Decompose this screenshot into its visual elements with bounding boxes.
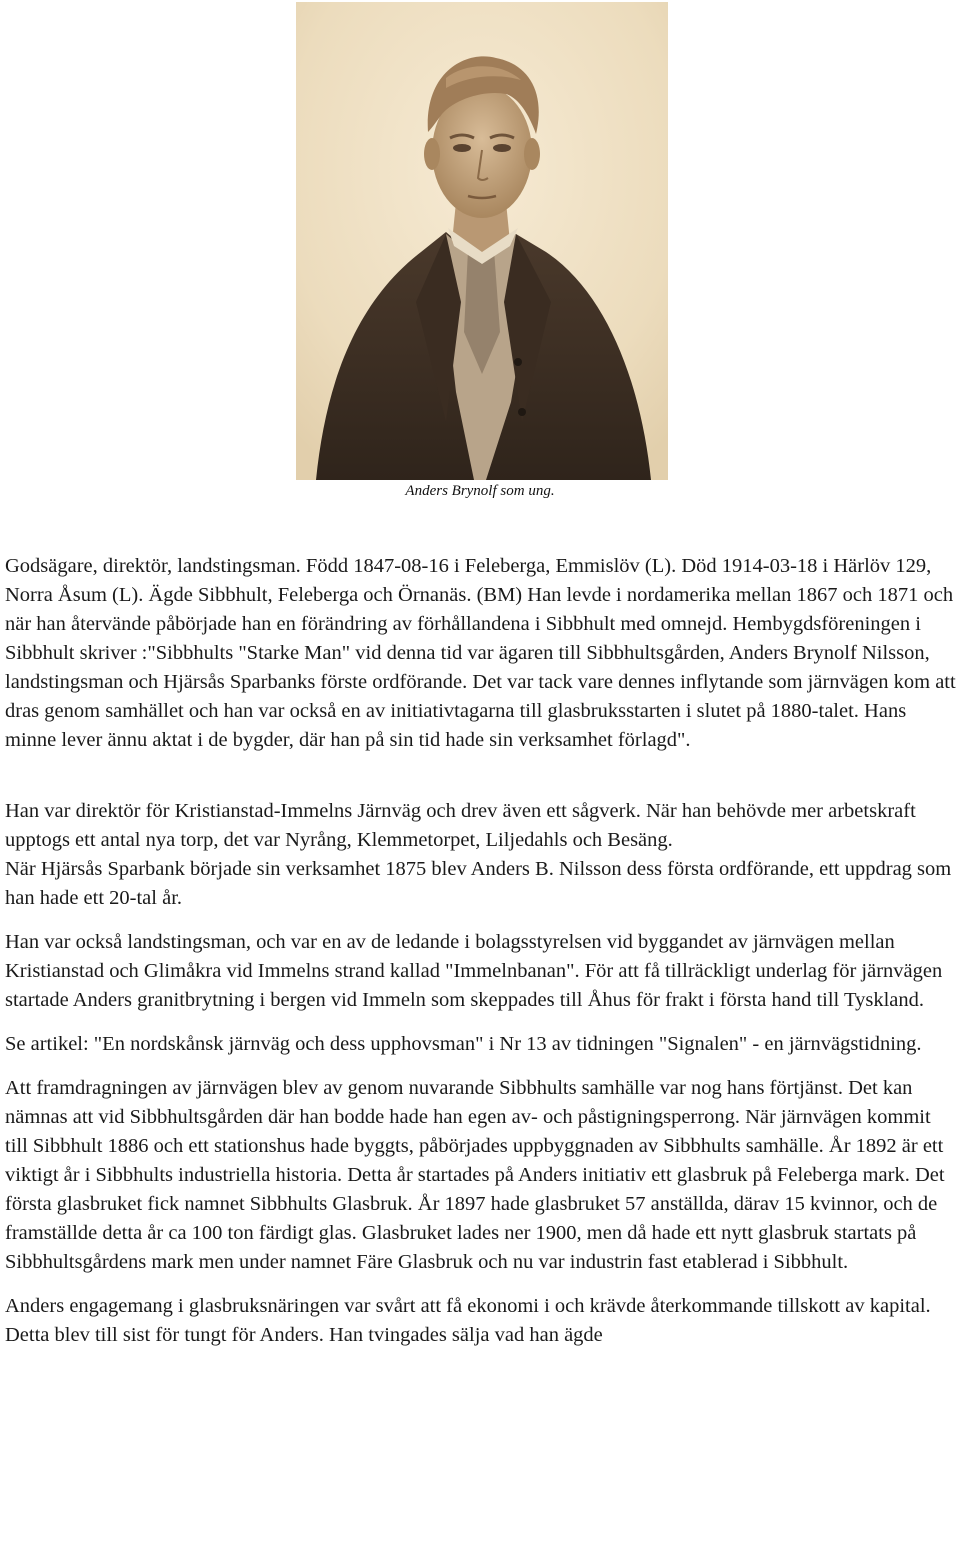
portrait-photo (296, 2, 668, 480)
paragraph-county-council: Han var också landstingsman, och var en av de ledande i bolagsstyrelsen vid byggandet av järnvägen mellan Kristianstad och Glimåkra vid Immelns strand kallad "Immelnbanan". För att få tillräckligt underlag för järnvägen startade Anders granitbrytning i bergen vid Immeln som skeppades till Åhus för frakt i första hand till Tyskland. (5, 931, 943, 1011)
paragraph-railway-director: Han var direktör för Kristianstad-Immelns Järnväg och drev även ett sågverk. När han behövde mer arbetskraft upptogs ett antal nya torp, det var Nyrång, Klemmetorpet, Liljedahls och Besäng. (5, 800, 916, 851)
paragraph-article-reference: Se artikel: "En nordskånsk järnväg och dess upphovsman" i Nr 13 av tidningen "Signalen" - en järnvägstidning. (5, 1033, 922, 1055)
paragraph-engagement: Anders engagemang i glasbruksnäringen var svårt att få ekonomi i och krävde återkommande tillskott av kapital. Detta blev till sist för tungt för Anders. Han tvingades sälja vad han ägde (5, 1295, 931, 1346)
portrait-icon (296, 2, 668, 480)
paragraph-glassworks: Att framdragningen av järnvägen blev av genom nuvarande Sibbhults samhälle var nog hans förtjänst. Det kan nämnas att vid Sibbhultsgården där han bodde hade han egen av- och påstigningsperrong. När järnvägen kommit till Sibbhult 1886 och ett stationshus hade byggts, påbörjades uppbyggnaden av Sibbhults samhälle. År 1892 är ett viktigt år i Sibbhults industriella historia. Detta år startades på Anders initiativ ett glasbruk på Feleberga mark. Det första glasbruket fick namnet Sibbhults Glasbruk. År 1897 hade glasbruket 57 anställda, därav 15 kvinnor, och de framställde detta år ca 100 ton färdigt glas. Glasbruket lades ner 1900, men då hade ett nytt glasbruk startats på Sibbhultsgårdens mark men under namnet Färe Glasbruk och nu var industrin fast etablerad i Sibbhult. (5, 1077, 945, 1273)
article-body (5, 552, 957, 1365)
photo-caption: Anders Brynolf som ung. (405, 483, 555, 499)
paragraph-biography: Godsägare, direktör, landstingsman. Född 1847-08-16 i Feleberga, Emmislöv (L). Död 1914-03-18 i Härlöv 129, Norra Åsum (L). Ägde Sibbhult, Feleberga och Örnanäs. (BM) Han levde i nordamerika mellan 1867 och 1871 och när han återvände påbörjade han en förändring av förhållandena i Sibbhult med omnejd. Hembygdsföreningen i Sibbhult skriver :"Sibbhults "Starke Man" vid denna tid var ägaren till Sibbhultsgården, Anders Brynolf Nilsson, landstingsman och Hjärsås Sparbanks förste ordförande. Det var tack vare dennes inflytande som järnvägen kom att dras genom samhället och han var också en av initiativtagarna till glasbruksstarten i slutet på 1880-talet. Hans minne lever ännu aktat i de bygder, där han på sin tid hade sin verksamhet förlagd". (5, 555, 956, 751)
paragraph-savings-bank: När Hjärsås Sparbank började sin verksamhet 1875 blev Anders B. Nilsson dess första ordförande, ett uppdrag som han hade ett 20-tal år. (5, 858, 952, 909)
